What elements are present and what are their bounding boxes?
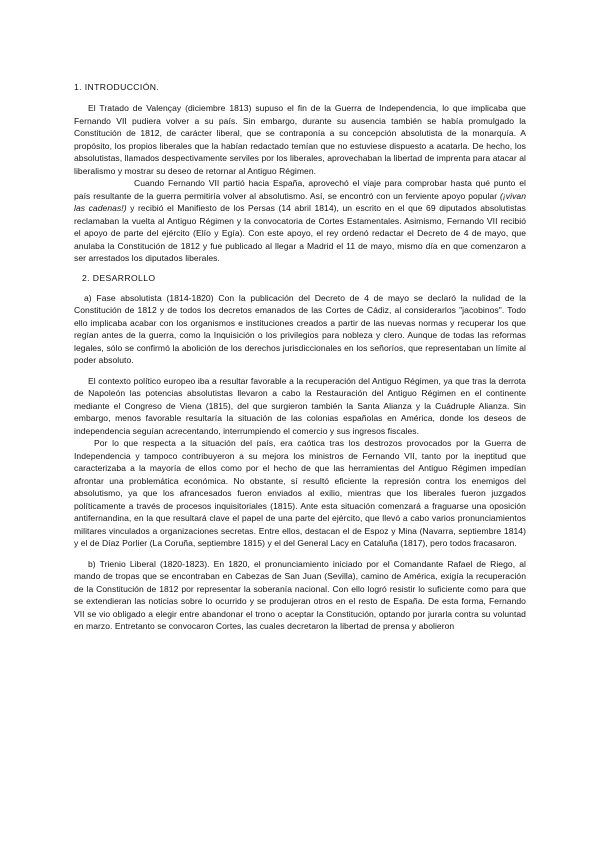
paragraph-situacion-pais: Por lo que respecta a la situación del país, era caótica tras los destrozos provocados por la Guerra de Independencia y tampoco contribuyeron a su mejora los ministros de Fernando VII, tanto por la ineptitud que caracterizaba a la mayoría de ellos como por el hecho de que las herramientas del Antiguo Régimen impedían afrontar una problemática económica. No obstante, sí resultó eficiente la represión contra los enemigos del absolutismo, ya que los afrancesados fueron enviados al exilio, mientras que los liberales fueron juzgados políticamente a través de procesos inquisitoriales (1815). Ante esta situación comenzará a fraguarse una oposición antifernandina, en la que resultará clave el papel de una parte del ejército, que llevó a cabo varios pronunciamientos militares vinculados a organizaciones secretas. Entre ellos, destacan el de Espoz y Mina (Navarra, septiembre 1814) y el de Díaz Porlier (La Coruña, septiembre 1815) y el del General Lacy en Cataluña (1817), pero todos fracasaron. bbox=[74, 438, 526, 548]
paragraph-intro-2 bbox=[74, 177, 526, 265]
paragraph-intro-2-text-a: Cuando Fernando VII partió hacia España, aprovechó el viaje para comprobar hasta qué punto el país resultante de la guerra permitiría volver al absolutismo. Así, se encontró con un ferviente apoyo popular bbox=[74, 178, 526, 201]
quote-vivan-las-cadenas: (¡vivan las cadenas!) bbox=[74, 190, 526, 213]
paragraph-intro-1: El Tratado de Valençay (diciembre 1813) supuso el fin de la Guerra de Independencia, lo que implicaba que Fernando VII pudiera volver a su país. Sin embargo, durante su ausencia también se había promulgado la Constitución de 1812, de carácter liberal, que se contraponía a su concepción absolutista de la monarquía. A propósito, los propios liberales que la habían redactado temían que no estuviese dispuesto a acatarla. De hecho, los absolutistas, llamados despectivamente serviles por los liberales, aprovechaban la libertad de imprenta para atacar al liberalismo y mostrar su deseo de retornar al Antiguo Régimen. bbox=[74, 103, 526, 176]
paragraph-intro-2-text-b: y recibió el Manifiesto de los Persas (14 abril 1814), un escrito en el que 69 diputados absolutistas reclamaban la vuelta al Antiguo Régimen y la convocatoria de Cortes Estamentales. Asimismo, Fernando VII recibió el apoyo de parte del ejército (Elío y Egía). Con este apoyo, el rey ordenó redactar el Decreto de 4 de mayo, que anulaba la Constitución de 1812 y fue publicado al llegar a Madrid el 11 de mayo, mismo día en que comenzaron a ser arrestados los diputados liberales. bbox=[74, 203, 526, 263]
section-heading-desarrollo: 2. DESARROLLO bbox=[82, 272, 156, 283]
document-body bbox=[74, 82, 526, 633]
section-heading-introduccion: 1. INTRODUCCIÓN. bbox=[74, 82, 160, 92]
paragraph-fase-absolutista: a) Fase absolutista (1814-1820) Con la publicación del Decreto de 4 de mayo se declaró la nulidad de la Constitución de 1812 y de todos los decretos emanados de las Cortes de Cádiz, al considerarlos "jacobinos". Todo ello implicaba acabar con los organismos e instituciones creados a partir de las nuevas normas y recuperar los que regían antes de la guerra, como la Inquisición o los privilegios para nobleza y clero. Aunque de todas las reformas legales, sólo se confirmó la abolición de los derechos jurisdiccionales en los señoríos, que representaban un límite al poder absoluto. bbox=[74, 292, 526, 365]
paragraph-contexto-europeo: El contexto político europeo iba a resultar favorable a la recuperación del Antiguo Régimen, ya que tras la derrota de Napoleón las potencias absolutistas llevaron a cabo la Restauración del Antiguo Régimen en el continente mediante el Congreso de Viena (1815), del que surgieron también la Santa Alianza y la Cuádruple Alianza. Sin embargo, menos favorable resultaría la situación de las colonias españolas en América, donde los deseos de independencia seguían acrecentando, interrumpiendo el comercio y sus ingresos fiscales. bbox=[74, 375, 526, 436]
paragraph-trienio-liberal: b) Trienio Liberal (1820-1823). En 1820, el pronunciamiento iniciado por el Comandante Rafael de Riego, al mando de tropas que se encontraban en Cabezas de San Juan (Sevilla), camino de América, exigía la recuperación de la Constitución de 1812 por representar la soberanía nacional. Con ello logró resistir lo suficiente como para que se extendieran las noticias sobre lo ocurrido y se produjeran otros en el resto de España. De esta forma, Fernando VII se vio obligado a elegir entre abandonar el trono o aceptar la Constitución, optando por jurarla contra su voluntad en marzo. Entretanto se convocaron Cortes, las cuales decretaron la libertad de prensa y abolieron bbox=[74, 558, 526, 631]
